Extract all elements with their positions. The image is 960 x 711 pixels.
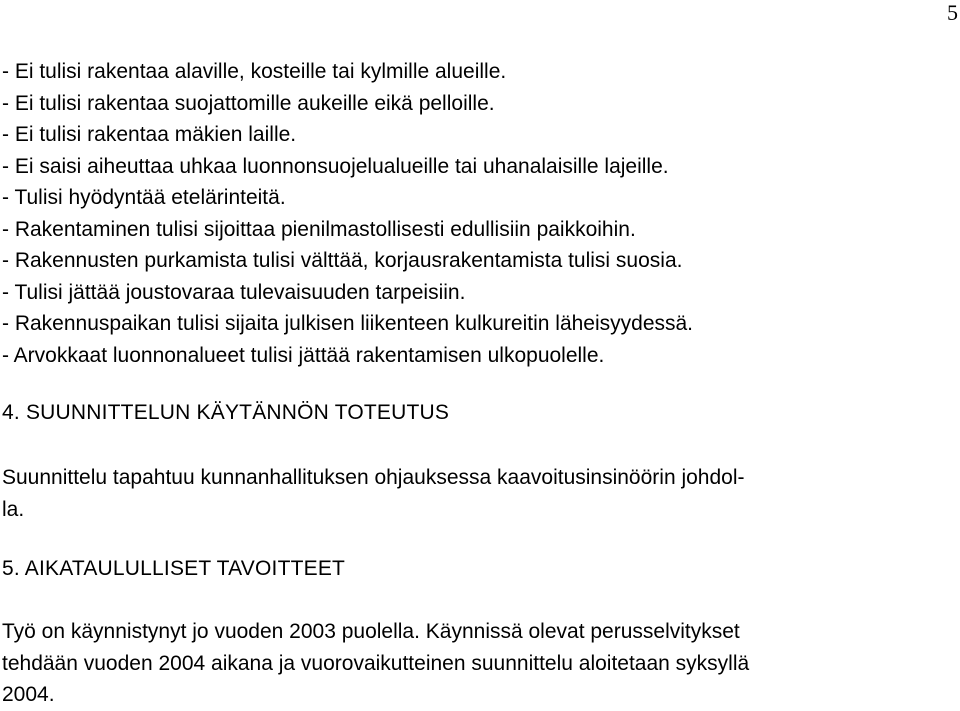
section-4-body xyxy=(2,462,952,525)
criteria-list xyxy=(2,56,693,371)
page-number: 5 xyxy=(947,0,958,25)
list-item: - Rakennuspaikan tulisi sijaita julkisen liikenteen kulkureitin läheisyydessä. xyxy=(2,312,694,335)
paragraph-line: 2004. xyxy=(2,683,55,706)
list-item: - Rakentaminen tulisi sijoittaa pienilmastollisesti edullisiin paikkoihin. xyxy=(2,217,636,241)
list-item: - Ei tulisi rakentaa alaville, kosteille tai kylmille alueille. xyxy=(2,60,507,83)
paragraph-line: tehdään vuoden 2004 aikana ja vuorovaikutteinen suunnittelu aloitetaan syksyllä xyxy=(2,651,750,675)
paragraph-line: la. xyxy=(2,497,25,521)
list-item: - Ei tulisi rakentaa mäkien laille. xyxy=(2,123,297,146)
paragraph-line: Työ on käynnistynyt jo vuoden 2003 puolella. Käynnissä olevat perusselvitykset xyxy=(2,620,740,643)
list-item: - Arvokkaat luonnonalueet tulisi jättää rakentamisen ulkopuolelle. xyxy=(2,343,605,367)
list-item: - Tulisi hyödyntää etelärinteitä. xyxy=(2,186,286,209)
paragraph-line: Suunnittelu tapahtuu kunnanhallituksen ohjauksessa kaavoitusinsinöörin johdol- xyxy=(2,466,745,489)
section-5-heading: 5. AIKATAULULLISET TAVOITTEET xyxy=(2,557,346,580)
list-item: - Tulisi jättää joustovaraa tulevaisuuden tarpeisiin. xyxy=(2,280,466,304)
list-item: - Rakennusten purkamista tulisi välttää, korjausrakentamista tulisi suosia. xyxy=(2,249,683,272)
list-item: - Ei tulisi rakentaa suojattomille aukeille eikä pelloille. xyxy=(2,91,495,115)
section-5-body xyxy=(2,616,952,711)
list-item: - Ei saisi aiheuttaa uhkaa luonnonsuojelualueille tai uhanalaisille lajeille. xyxy=(2,154,669,178)
section-4-heading: 4. SUUNNITTELUN KÄYTÄNNÖN TOTEUTUS xyxy=(2,401,450,424)
